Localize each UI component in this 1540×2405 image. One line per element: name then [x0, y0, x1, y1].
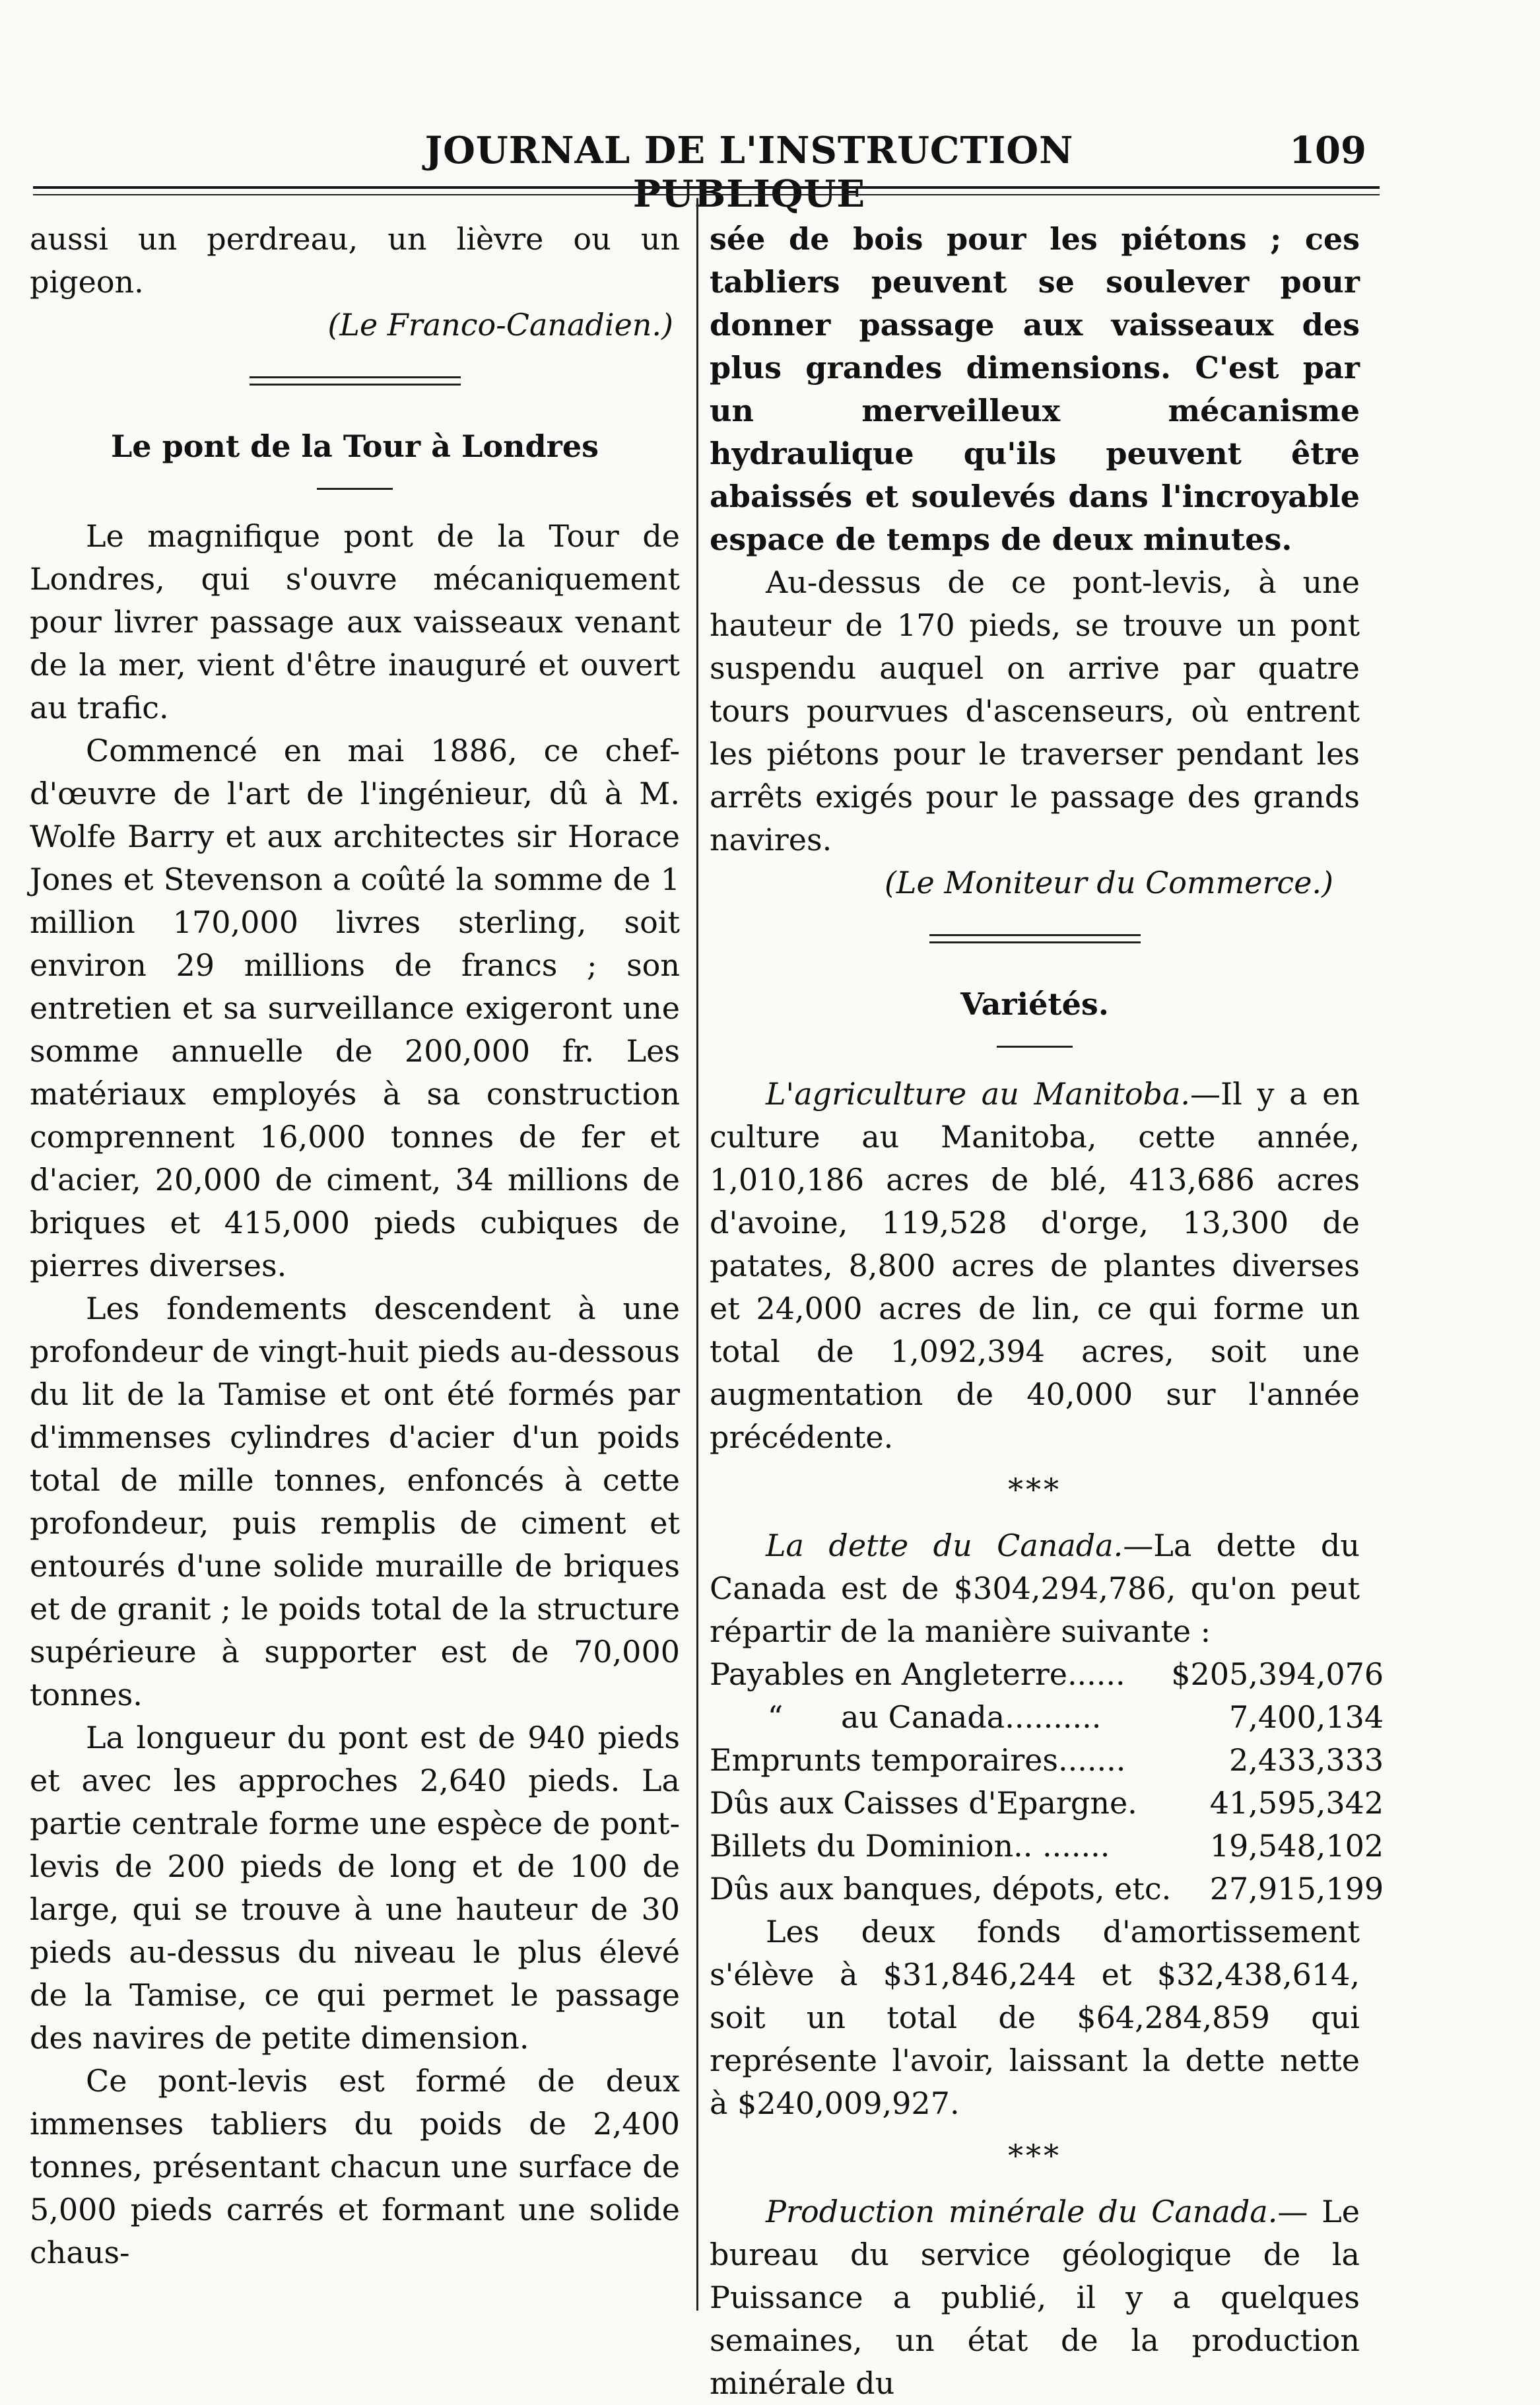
debt-label: Dûs aux banques, dépots, etc. — [710, 1871, 1172, 1907]
debt-amount: 19,548,102 — [1209, 1828, 1384, 1864]
table-row — [710, 1739, 1384, 1782]
asterism: *** — [1008, 2138, 1061, 2173]
page-header — [40, 129, 1380, 188]
debt-label: Billets du Dominion.. ....... — [710, 1828, 1110, 1864]
item-agriculture — [710, 1073, 1360, 1459]
debt-label: “ au Canada.......... — [710, 1699, 1102, 1735]
section-separator — [250, 376, 461, 386]
article-paragraph: Les fondements descendent à une profondeur de vingt-huit pieds au-dessous du lit de la Tamise et ont été formés par d'immenses cylindres d'acier d'un poids total de mille tonnes, enfoncés à cette profondeur, puis remplis de ciment et entourés d'une solide muraille de briques et de granit ; le poids total de la structure supérieure à supporter est de 70,000 tonnes. — [30, 1291, 681, 1712]
item-dette — [710, 1524, 1360, 1653]
section-title: Variétés. — [960, 986, 1109, 1022]
article-paragraph: Ce pont-levis est formé de deux immenses tabliers du poids de 2,400 tonnes, présentant chacun une surface de 5,000 pieds carrés et formant une solide chaus- — [30, 2063, 680, 2270]
journal-title: JOURNAL DE L'INSTRUCTION — [424, 129, 1074, 172]
source-citation: (Le Moniteur du Commerce.) — [884, 865, 1333, 900]
section-separator — [929, 934, 1141, 943]
article-paragraph: Le magnifique pont de la Tour de Londres, qui s'ouvre mécaniquement pour livrer passage aux vaisseaux venant de la mer, vient d'être inauguré et ouvert au trafic. — [30, 518, 680, 726]
item-text: —Il y a en culture au Manitoba, cette année, 1,010,186 acres de blé, 413,686 acres d'avoine, 119,528 d'orge, 13,300 de patates, 8,800 acres de plantes diverses et 24,000 acres de lin, ce qui forme un total de 1,092,394 acres, soit une augmentation de 40,000 sur l'année précédente. — [710, 1076, 1360, 1455]
article-paragraph: Au-dessus de ce pont-levis, à une hauteur de 170 pieds, se trouve un pont suspendu auquel on arrive par quatre tours pourvues d'ascenseurs, où entrent les piétons pour le traverser pendant les arrêts exigés pour le passage des grands navires. — [710, 564, 1360, 858]
debt-amount: 27,915,199 — [1209, 1871, 1384, 1907]
article-paragraph: Les deux fonds d'amortissement s'élève à $31,846,244 et $32,438,614, soit un total de $64,284,859 qui représente l'avoir, laissant la dette nette à $240,009,927. — [710, 1914, 1360, 2121]
table-row — [710, 1696, 1384, 1739]
article-paragraph: Commencé en mai 1886, ce chef-d'œuvre de l'art de l'ingénieur, dû à M. Wolfe Barry et aux architectes sir Horace Jones et Stevenson a coûté la somme de 1 million 170,000 livres sterling, soit environ 29 millions de francs ; son entretien et sa surveillance exigeront une somme annuelle de 200,000 fr. Les matériaux employés à sa construction comprennent 16,000 tonnes de fer et d'acier, 20,000 de ciment, 34 millions de briques et 415,000 pieds cubiques de pierres diverses. — [30, 733, 680, 1283]
column-divider — [696, 198, 698, 2311]
table-row — [710, 1825, 1384, 1868]
article-title: Le pont de la Tour à Londres — [110, 428, 599, 464]
continued-paragraph: aussi un perdreau, un lièvre ou un pigeon. — [30, 221, 680, 300]
debt-label: Emprunts temporaires....... — [710, 1742, 1126, 1778]
item-lead: La dette du Canada. — [766, 1528, 1123, 1563]
item-text: —La dette du Canada est de $304,294,786, qu'on peut répartir de la manière suivante : — [710, 1528, 1360, 1649]
right-column — [710, 218, 1384, 2405]
page-number: 109 — [1289, 129, 1366, 172]
debt-amount: 7,400,134 — [1229, 1699, 1384, 1735]
item-text: — Le bureau du service géologique de la Puissance a publié, il y a quelques semaines, un état de la production minérale du — [710, 2194, 1360, 2401]
debt-amount: 2,433,333 — [1229, 1742, 1384, 1778]
left-column — [30, 218, 680, 2274]
item-lead: L'agriculture au Manitoba. — [766, 1076, 1191, 1112]
title-rule — [997, 1046, 1073, 1048]
table-row — [710, 1653, 1384, 1696]
table-row — [710, 1868, 1384, 1911]
title-rule — [317, 488, 393, 490]
continued-paragraph: sée de bois pour les piétons ; ces tabliers peuvent se soulever pour donner passage aux vaisseaux des plus grandes dimensions. C'est par un merveilleux mécanisme hydraulique qu'ils peuvent être abaissés et soulevés dans l'incroyable espace de temps de deux minutes. — [710, 221, 1360, 557]
table-row — [710, 1782, 1384, 1825]
header-rule — [33, 186, 1380, 189]
article-paragraph: La longueur du pont est de 940 pieds et avec les approches 2,640 pieds. La partie centrale forme une espèce de pont-levis de 200 pieds de long et de 100 de large, qui se trouve à une hauteur de 30 pieds au-dessus du niveau le plus élevé de la Tamise, ce qui permet le passage des navires de petite dimension. — [30, 1720, 680, 2056]
item-lead: Production minérale du Canada. — [766, 2194, 1278, 2229]
source-citation: (Le Franco-Canadien.) — [327, 307, 673, 343]
debt-amount: $205,394,076 — [1171, 1656, 1384, 1692]
item-production — [710, 2190, 1360, 2405]
debt-table — [710, 1653, 1384, 1911]
asterism: *** — [1008, 1472, 1061, 1507]
header-rule-thin — [33, 194, 1380, 195]
debt-label: Payables en Angleterre...... — [710, 1656, 1125, 1692]
debt-amount: 41,595,342 — [1209, 1785, 1384, 1821]
debt-label: Dûs aux Caisses d'Epargne. — [710, 1785, 1137, 1821]
